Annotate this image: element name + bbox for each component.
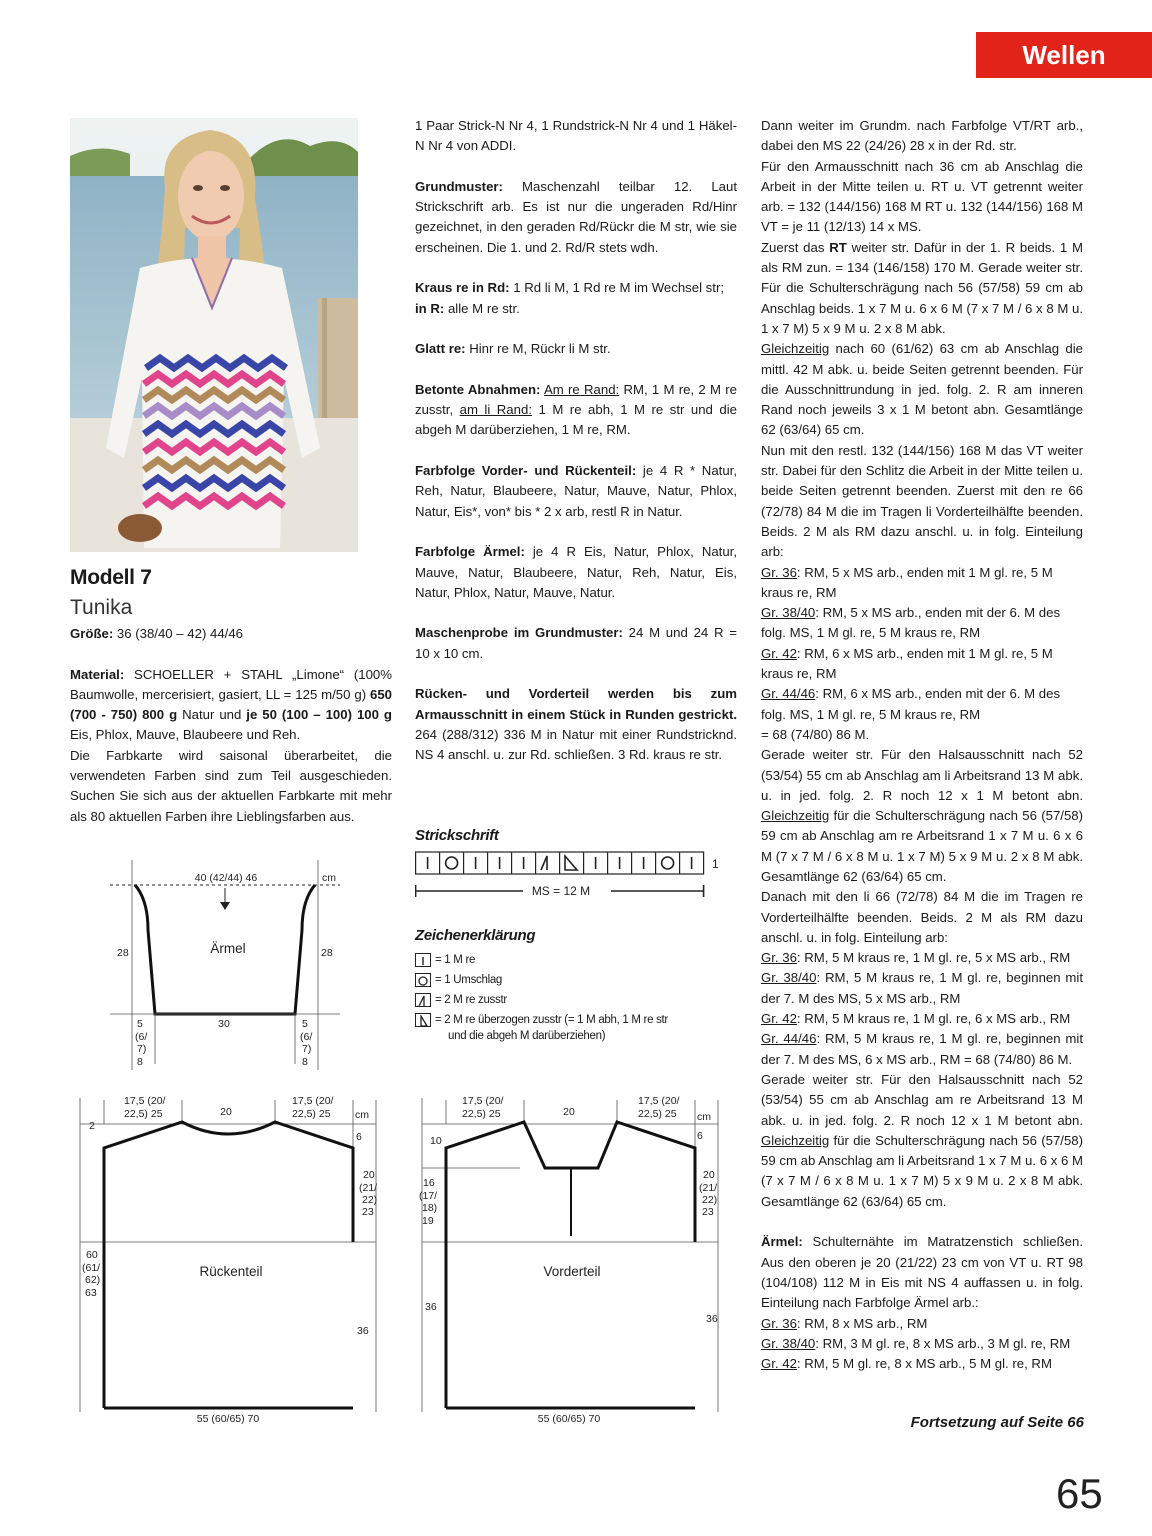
sleeve-label: Ärmel <box>210 941 246 956</box>
legend-note: und die abgeh M darüberziehen) <box>448 1030 606 1042</box>
model-title: Modell 7 <box>70 566 152 589</box>
back-shoulder-l2: 22,5) 25 <box>124 1108 163 1120</box>
back-armhole-2: (21/ <box>359 1182 378 1194</box>
front-neck-depth: 10 <box>430 1135 442 1147</box>
grundmuster-text: Grundmuster: Maschenzahl teilbar 12. Laut Strickschrift arb. Es ist nur die ungeraden Rd/Hinr gezeichnet, in den geraden Rd/Rückr die M str, wie sie erscheinen. Die 1. und 2. Rd/R stets wdh. <box>415 178 737 255</box>
sleeve-cuff-r1: 5 <box>302 1018 308 1030</box>
legend-item: = 1 M re <box>415 950 668 970</box>
back-slope: 6 <box>356 1131 362 1143</box>
legend-item: = 2 M re zusstr <box>415 990 668 1010</box>
front-lower-left: 36 <box>425 1301 437 1313</box>
front-shoulder-l2: 22,5) 25 <box>462 1108 501 1120</box>
legend-item: = 1 Umschlag <box>415 970 668 990</box>
strickschrift-heading: Strickschrift <box>415 827 499 844</box>
back-shoulder-r2: 22,5) 25 <box>292 1108 331 1120</box>
betonte-text: Betonte Abnahmen: Am re Rand: RM, 1 M re, 2 M re zusstr, am li Rand: 1 M re abh, 1 M re str und die abgeh M darüberziehen, 1 M re, RM. <box>415 381 738 438</box>
front-armhole-4: 23 <box>702 1206 714 1218</box>
front-slit-3: 18) <box>422 1202 438 1214</box>
sleeve-right-dim: 28 <box>321 947 333 959</box>
sleeve-cuff-l2: (6/ <box>135 1031 148 1043</box>
sleeve-cuff-r4: 8 <box>302 1056 308 1068</box>
front-slope: 6 <box>697 1130 703 1142</box>
back-schematic <box>80 1095 377 1425</box>
needles-text: 1 Paar Strick-N Nr 4, 1 Rundstrick-N Nr 4 und 1 Häkel-N Nr 4 von ADDI. <box>415 118 737 154</box>
front-armhole-3: 22) <box>702 1194 718 1206</box>
back-armhole-4: 23 <box>362 1206 374 1218</box>
sleeve-bottom-dim: 30 <box>218 1018 230 1030</box>
back-armhole-3: 22) <box>362 1194 378 1206</box>
front-bottom-dim: 55 (60/65) 70 <box>537 1413 601 1425</box>
legend-heading: Zeichenerklärung <box>415 927 536 944</box>
ms-label: MS = 12 M <box>531 884 591 898</box>
back-neck-dim: 20 <box>220 1106 232 1118</box>
sleeve-cuff-r2: (6/ <box>300 1031 313 1043</box>
back-total-1: 60 <box>86 1249 98 1261</box>
back-lower-dim: 36 <box>357 1325 369 1337</box>
back-neck-depth: 2 <box>89 1120 95 1132</box>
back-total-2: (61/ <box>82 1262 101 1274</box>
back-shoulder-r1: 17,5 (20/ <box>292 1095 334 1107</box>
sleeve-schematic <box>110 860 340 1070</box>
back-shoulder-l1: 17,5 (20/ <box>124 1095 166 1107</box>
front-slit-1: 16 <box>423 1177 435 1189</box>
sleeve-top-dim: 40 (42/44) 46 <box>194 872 258 884</box>
front-armhole-2: (21/ <box>699 1182 718 1194</box>
sleeve-cuff-r3: 7) <box>302 1043 312 1055</box>
sleeve-cuff-l1: 5 <box>137 1018 143 1030</box>
front-shoulder-l1: 17,5 (20/ <box>462 1095 504 1107</box>
chart-row-number: 1 <box>712 857 719 871</box>
back-armhole-1: 20 <box>363 1169 375 1181</box>
front-shoulder-r2: 22,5) 25 <box>638 1108 677 1120</box>
front-label: Vorderteil <box>543 1264 601 1279</box>
front-armhole-1: 20 <box>703 1169 715 1181</box>
front-slit-4: 19 <box>422 1215 434 1227</box>
size-line: Größe: 36 (38/40 – 42) 44/46 <box>70 626 244 641</box>
color-card-note: Die Farbkarte wird saisonal überarbeitet, die verwendeten Farben sind zum Teil ausgeschieden. Suchen Sie sich aus der aktuellen Farbkarte mit mehr als 80 aktuellen Farben ihre Lieblingsfarben aus. <box>70 747 392 824</box>
sleeve-left-dim: 28 <box>117 947 129 959</box>
back-cm: cm <box>355 1109 369 1121</box>
back-total-4: 63 <box>85 1287 97 1299</box>
back-label: Rückenteil <box>199 1264 263 1279</box>
glatt-text: Glatt re: Hinr re M, Rückr li M str. <box>415 341 611 357</box>
section-banner: Wellen <box>976 32 1152 78</box>
legend-item: = 2 M re überzogen zusstr (= 1 M abh, 1 M re str <box>415 1010 668 1030</box>
material-paragraph: Material: SCHOELLER + STAHL „Limone“ (100% Baumwolle, mercerisiert, gasiert, LL = 125 m/50 g) 650 (700 - 750) 800 g Natur und je 50 (100 – 100) 100 g Eis, Phlox, Mauve, Blaubeere und Reh. <box>70 666 392 743</box>
front-slit-2: (17/ <box>419 1190 438 1202</box>
sleeve-cuff-l4: 8 <box>137 1056 143 1068</box>
front-neck-dim: 20 <box>563 1106 575 1118</box>
continue-note: Fortsetzung auf Seite 66 <box>910 1414 1084 1431</box>
back-bottom-dim: 55 (60/65) 70 <box>196 1413 260 1425</box>
front-lower-right: 36 <box>706 1313 718 1325</box>
page-number: 65 <box>1056 1470 1103 1517</box>
front-cm: cm <box>697 1111 711 1123</box>
model-subtitle: Tunika <box>70 596 133 619</box>
back-total-3: 62) <box>85 1274 101 1286</box>
front-schematic <box>419 1095 718 1425</box>
kraus-text: Kraus re in Rd: 1 Rd li M, 1 Rd re M im Wechsel str; in R: alle M re str. <box>415 280 724 316</box>
sleeve-cuff-l3: 7) <box>137 1043 147 1055</box>
sleeve-cm: cm <box>322 872 336 884</box>
instructions-column: Dann weiter im Grundm. nach Farbfolge VT/RT arb., dabei den MS 22 (24/26) 28 x in der Rd. str. Für den Armausschnitt nach 36 cm ab Anschlag die Arbeit in der Mitte teilen u. RT u. VT getrennt weiter arb. = 132 (144/156) 168 M RT u. 132 (144/156) 168 M VT = je 11 (12/13) 14 x MS. Zuerst das RT weiter str. Dafür in der 1. R beids. 1 M als RM zun. = 134 (146/158) 170 M. Gerade weiter str. Für die Schulterschrägung nach 56 (57/58) 59 cm ab Anschlag beids. 1 x 7 M u. 6 x 6 M (7 x 7 M / 6 x 8 M u. 1 x 7 M) 5 x 9 M u. 2 x 8 M abk. Gleichzeitig nach 60 (61/62) 63 cm ab Anschlag die mittl. 42 M abk. u. beide Seiten getrennt beenden. Für die Ausschnittrundung in jed. folg. 2. R am inneren Rand noch jeweils 3 x 1 M betont abn. Gesamtlänge 62 (63/64) 65 cm. Nun mit den restl. 132 (144/156) 168 M das VT weiter str. Dabei für den Schlitz die Arbeit in der Mitte teilen u. beide Seiten getrennt beenden. Zuerst mit den re 66 (72/78) 84 M die im Tragen li Vorderteilhälfte beenden. Beids. 2 M als RM dazu anschl. u. in folg. Einteilung arb: Gr. 36: RM, 5 x MS arb., enden mit 1 M gl. re, 5 M kraus re, RM Gr. 38/40: RM, 5 x MS arb., enden mit der 6. M des folg. MS, 1 M gl. re, 5 M kraus re, RM Gr. 42: RM, 6 x MS arb., enden mit 1 M gl. re, 5 M kraus re, RM Gr. 44/46: RM, 6 x MS arb., enden mit der 6. M des folg. MS, 1 M gl. re, 5 M kraus re, RM = 68 (74/80) 86 M. Gerade weiter str. Für den Halsausschnitt nach 52 (53/54) 55 cm ab Anschlag am li Arbeitsrand 13 M abk. u. in jed. folg. 2. R noch 12 x 1 M betont abn. Gleichzeitig für die Schulterschrägung nach 56 (57/58) 59 cm ab Anschlag am re Arbeitsrand 1 x 7 M u. 6 x 6 M (7 x 7 M / 6 x 8 M u. 1 x 7 M) 5 x 9 M u. 2 x 8 M abk. Gesamtlänge 62 (63/64) 65 cm. Danach mit den li 66 (72/78) 84 M die im Tragen re Vorderteilhälfte beenden. Beids. 2 M als RM dazu anschl. u. in folg. Einteilung arb: Gr. 36: RM, 5 M kraus re, 1 M gl. re, 5 x MS arb., RM Gr. 38/40: RM, 5 M kraus re, 1 M gl. re, beginnen mit der 7. M des MS, 5 x MS arb., RM Gr. 42: RM, 5 M kraus re, 1 M gl. re, 6 x MS arb., RM Gr. 44/46: RM, 5 M kraus re, 1 M gl. re, beginnen mit der 7. M des MS, 6 x MS arb., RM = 68 (74/80) 86 M. Gerade weiter str. Für den Halsausschnitt nach 52 (53/54) 55 cm ab Anschlag am re Arbeitsrand 13 M abk. u. in jed. folg. 2. R noch 12 x 1 M betont abn. Gleichzeitig für die Schulterschrägung nach 56 (57/58) 59 cm ab Anschlag am li Arbeitsrand 1 x 7 M u. 6 x 6 M (7 x 7 M / 6 x 8 M u. 1 x 7 M) 5 x 9 M u. 2 x 8 M abk. Gesamtlänge 62 (63/64) 65 cm. Ärmel: Schulternähte im Matratzenstich schließen. Aus den oberen je 20 (21/22) 23 cm von VT u. RT 98 (104/108) 112 M in Eis mit NS 4 auffassen u. in folg. Einteilung nach Farbfolge Ärmel arb.: Gr. 36: RM, 8 x MS arb., RM Gr. 38/40: RM, 3 M gl. re, 8 x MS arb., 3 M gl. re, RM Gr. 42: RM, 5 M gl. re, 8 x MS arb., 5 M gl. re, RM <box>761 118 1083 1372</box>
front-shoulder-r1: 17,5 (20/ <box>638 1095 680 1107</box>
maschenprobe-text: Maschenprobe im Grundmuster: 24 M und 24 R = 10 x 10 cm. <box>415 625 737 661</box>
ruecken-vorderteil-text: Rücken- und Vorderteil werden bis zum Armausschnitt in einem Stück in Runden gestrickt. 264 (288/312) 336 M in Natur mit einer Rundstricknd. NS 4 anschl. u. zur Rd. schließen. 3 Rd. kraus re str. <box>415 686 737 763</box>
farbfolge-aermel-text: Farbfolge Ärmel: je 4 R Eis, Natur, Phlox, Natur, Mauve, Natur, Blaubeere, Natur, Reh, Natur, Eis, Natur, Phlox, Natur, Mauve, Natur. <box>415 544 737 600</box>
farbfolge-vr-text: Farbfolge Vorder- und Rückenteil: je 4 R * Natur, Reh, Natur, Blaubeere, Natur, Mauve, Natur, Phlox, Natur, Eis*, von* bis * 2 x arb, restl R in Natur. <box>415 463 737 519</box>
